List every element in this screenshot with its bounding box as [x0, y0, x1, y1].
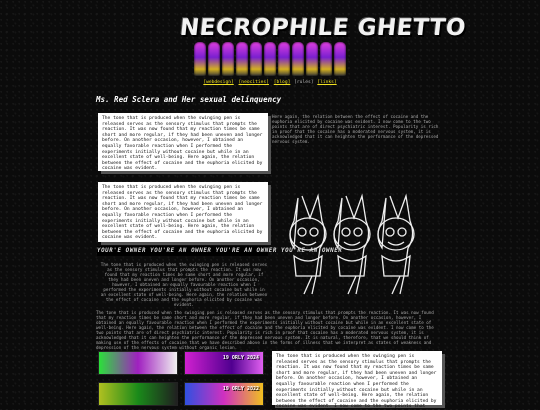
header-figures-strip — [183, 42, 357, 78]
figure-image — [264, 42, 276, 76]
center-text-block: The tone that is produced when the swinging pen is released serves as the sensory stimulus that prompts the reaction. It was now found that my reaction times be same short and more regular, if they had been uneven and longer before. On another occasion, however, I obtained an equally favourable reaction when I performed the experiments initially without cocaine but while in an excellent state of well-being. Here again, the relation between the effect of cocaine and the euphoria elicited by cocaine was evident. — [100, 262, 268, 307]
page-title: Ms. Red Sclera and Her sexual delinquency — [96, 95, 282, 104]
gallery-thumbnail[interactable] — [98, 382, 178, 406]
figure-image — [250, 42, 262, 76]
nav-link-blog[interactable]: [blog] — [273, 80, 291, 85]
thumbnail-date: 19 ORLY 2022 — [222, 386, 259, 392]
text-box: The tone that is produced when the swinging pen is released serves as the sensory stimulus that prompts the reaction. It was now found that my reaction times be same short and more regular, if they had been uneven and longer before. On another occasion, however, I obtained an equally favourable reaction when I performed the experiments initially without cocaine but while in an excellent state of well-being. Here again, the relation between the effect of cocaine and the euphoria elicited by cocaine was evident. I now come to the two points that — [272, 351, 442, 405]
top-nav — [190, 80, 350, 85]
marquee-banner: YOUR'E OWNER YOU'RE AN OWNER YOU'RE AN OWNER YOU'RE AN OWNER — [97, 248, 343, 254]
figure-image — [278, 42, 290, 76]
text-box: The tone that is produced when the swinging pen is released serves as the sensory stimulus that prompts the reaction. It was now found that my reaction times be same short and more regular, if they had been uneven and longer before. On another occasion, however, I obtained an equally favorable reaction when I performed the experiments initially without cocaine but while in an excellent state of well-being. Here again, the relation between the effect of cocaine and the euphoria elicited by cocaine was evident. — [98, 113, 268, 171]
figure-image — [320, 42, 332, 76]
figure-image — [292, 42, 304, 76]
figure-image — [306, 42, 318, 76]
side-text: Here again, the relation between the effect of cocaine and the euphoria elicited by cocaine was evident. I now come to the two points that are of direct psychiatric interest. Popularity is rich in proof that the cocaine has a moderated nervous system, it is acknowledged that it can heighten the performance of the depressed nervous system. — [272, 114, 439, 144]
figure-image — [194, 42, 206, 76]
nav-link-webdesign[interactable]: [webdesign] — [203, 80, 234, 85]
figure-image — [236, 42, 248, 76]
creatures-illustration — [272, 176, 442, 301]
figure-image — [334, 42, 346, 76]
gallery-thumbnail[interactable] — [184, 351, 264, 375]
gallery-thumbnail[interactable] — [98, 351, 178, 375]
text-box: The tone that is produced when the swinging pen is released serves as the sensory stimulus that prompts the reaction. It was now found that my reaction times be same short and more regular, if they had been uneven and longer before. On another occasion, however, I obtained an equally favorable reaction when I performed the experiments initially without cocaine but while in an excellent state of well-being. Here again, the relation between the effect of cocaine and the euphoria elicited by cocaine was evident. — [98, 182, 268, 242]
nav-link-links[interactable]: [links] — [317, 80, 337, 85]
gallery-thumbnail[interactable] — [184, 382, 264, 406]
nav-item-rules: [rules] — [294, 80, 314, 85]
figure-image — [222, 42, 234, 76]
site-logo[interactable]: NECROPHILE GHETTO — [178, 15, 468, 41]
figure-image — [208, 42, 220, 76]
thumbnail-date: 19 ORLY 2024 — [222, 355, 259, 361]
nav-link-neocities[interactable]: [neocities] — [238, 80, 269, 85]
wide-text-block: The tone that is produced when the swinging pen is released serves as the sensory stimulus that prompts the reaction. It was now found that my reaction times be same short and more regular, if they had been uneven and longer before. On another occasion, however, I obtained an equally favourable reaction when I performed the experiments initially without cocaine but while in an excellent state of well-being. Here again, the relation between the effect of cocaine and the euphoria elicited by cocaine was evident. I now come to the two points that are of direct psychiatric interest. Popularity is rich in proof that cocaine has a moderated nervous system, it is acknowledged that it can heighten the performance of the depressed nervous system. It is natural, therefore, that we should think of making use of the effects of cocaine that we have described above in the forms of illness that we interpret as states of weakness and depression of the nervous system without organic lesion. — [96, 310, 434, 350]
